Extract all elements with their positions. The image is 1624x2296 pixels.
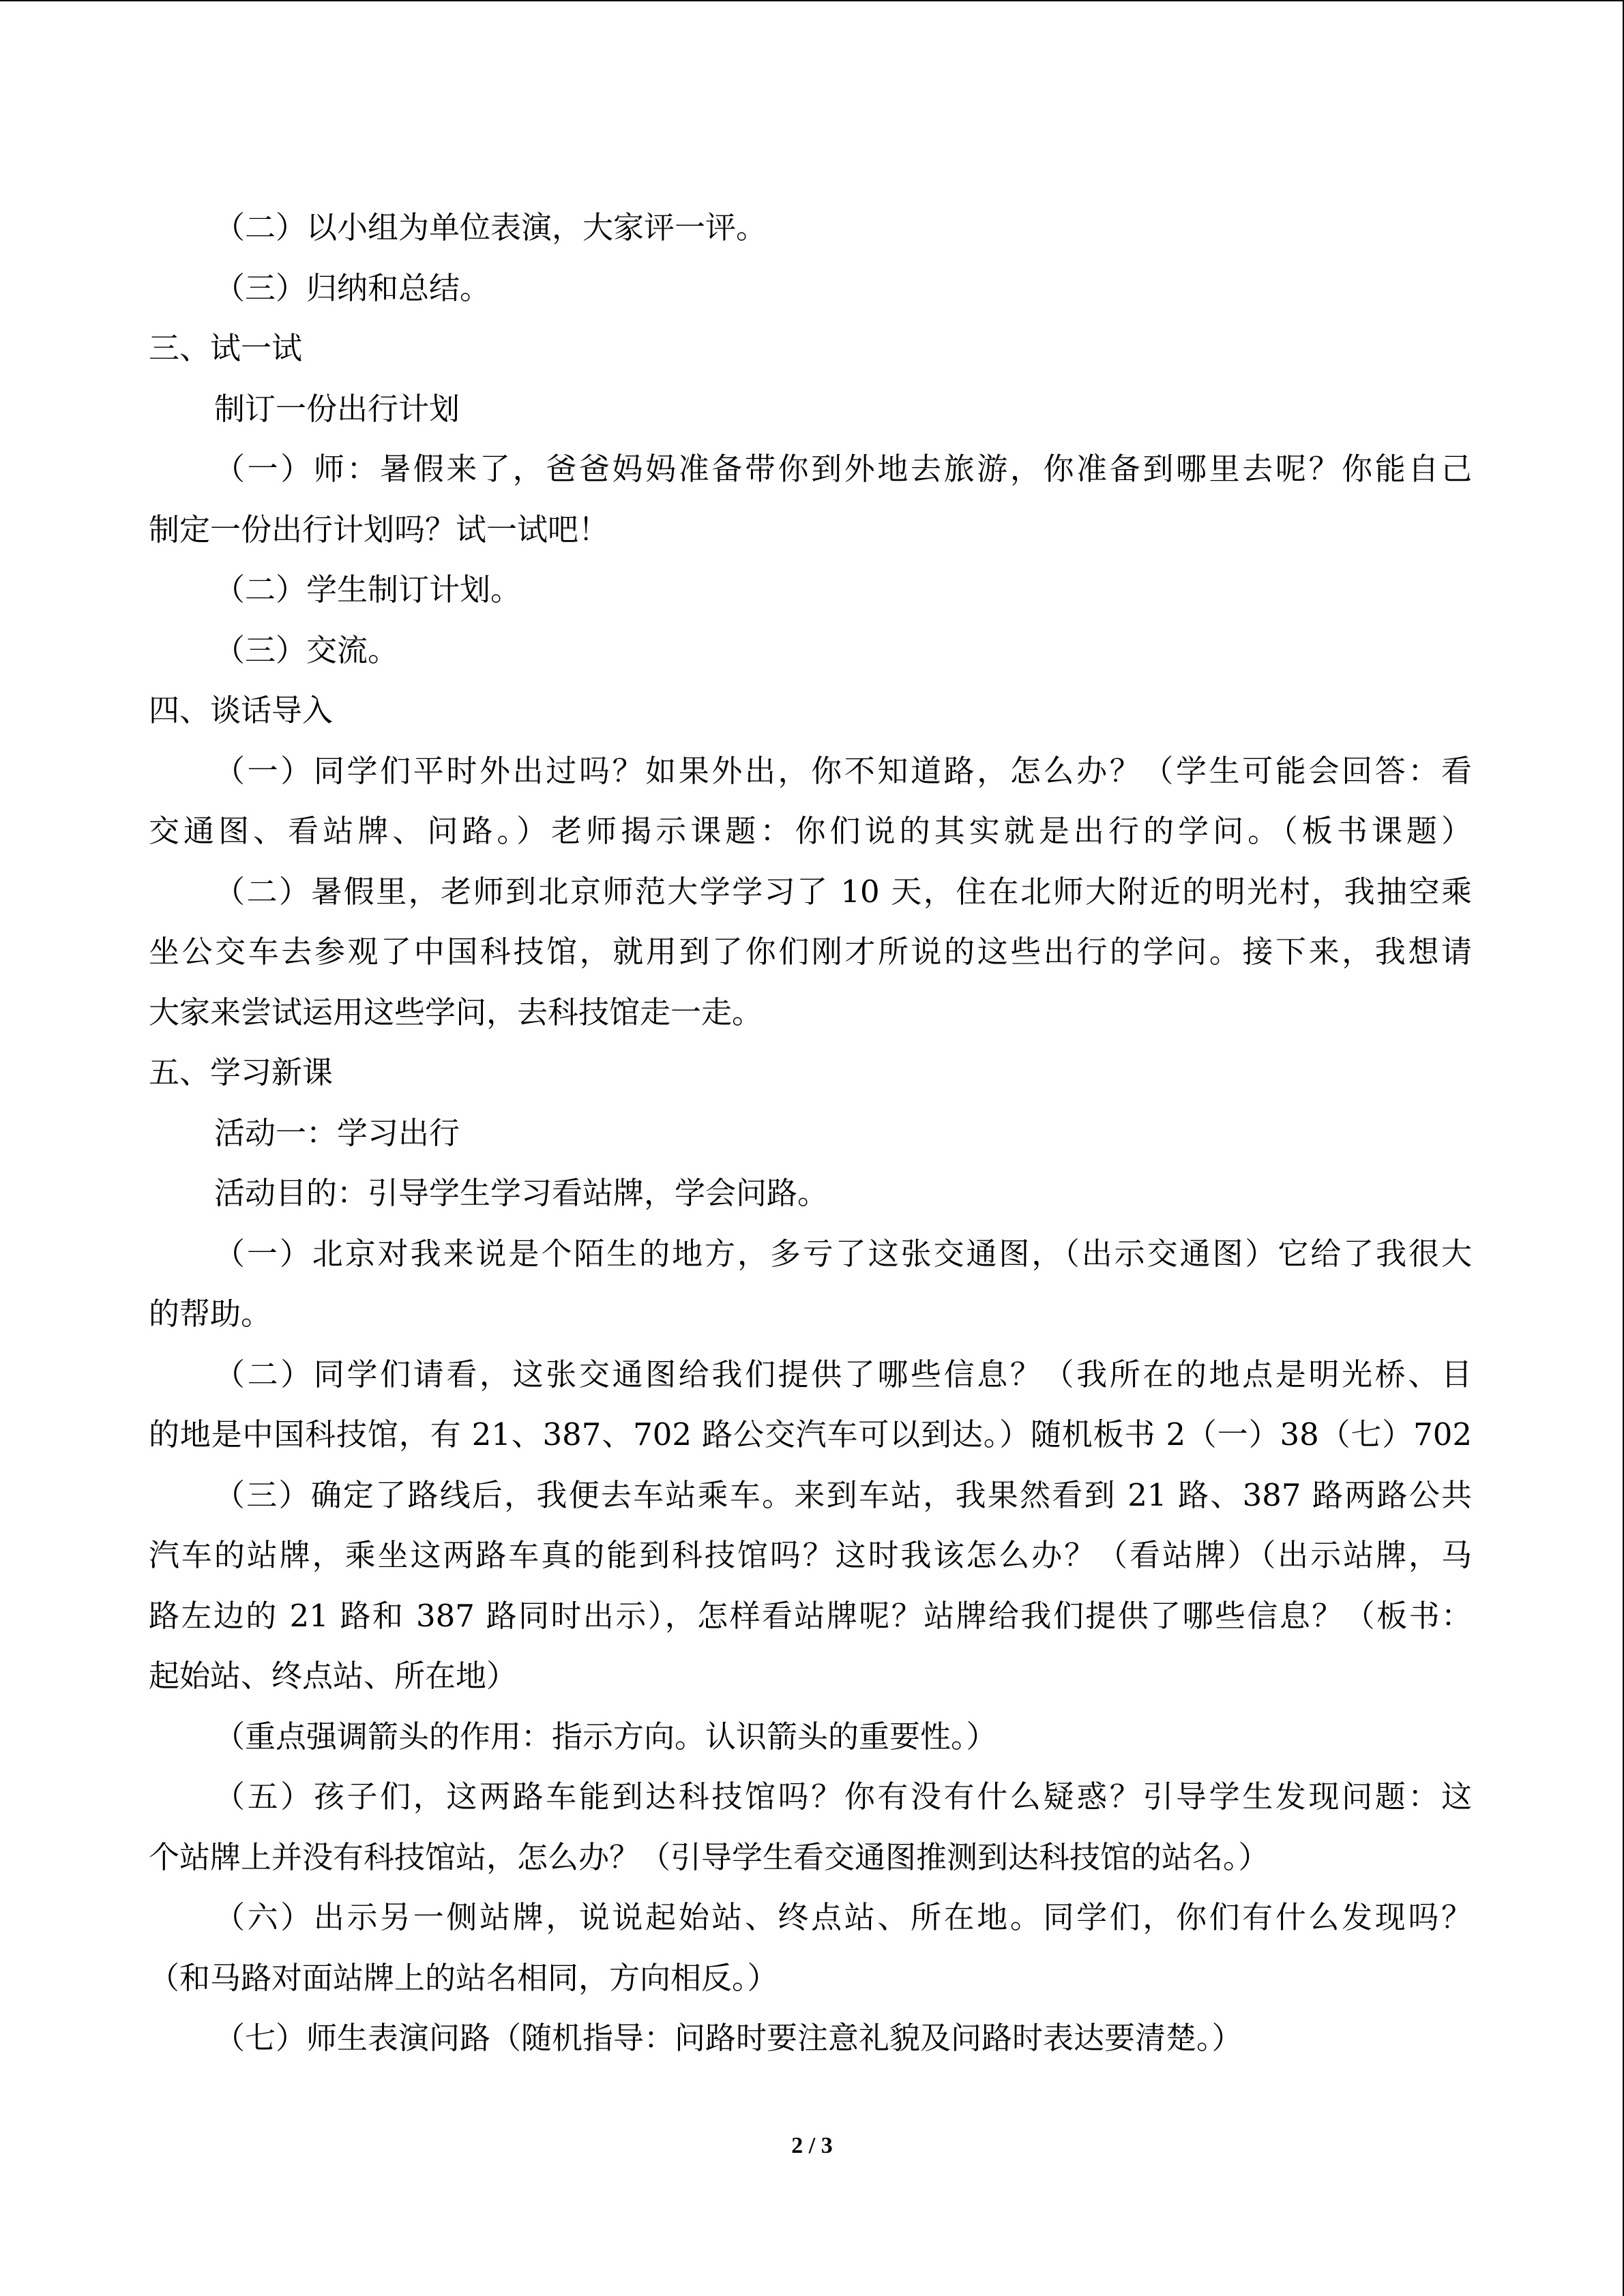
paragraph-line: （和马路对面站牌上的站名相同，方向相反。） [149,1959,778,1996]
paragraph-line: （二）暑假里，老师到北京师范大学学习了 10 天，住在北师大附近的明光村，我抽空乘 [214,873,1472,910]
page-number: 2 / 3 [791,2133,833,2158]
paragraph-line: （二）学生制订计划。 [214,571,522,608]
paragraph-line: 大家来尝试运用这些学问，去科技馆走一走。 [149,994,763,1030]
paragraph-line: 制订一份出行计划 [214,390,460,427]
paragraph-line: 的地是中国科技馆，有 21、387、702 路公交汽车可以到达。）随机板书 2（一）38（七）702 [149,1416,1472,1452]
paragraph-line: 活动目的：引导学生学习看站牌，学会问路。 [214,1175,829,1211]
paragraph-line: （六）出示另一侧站牌，说说起始站、终点站、所在地。同学们，你们有什么发现吗？ [214,1899,1472,1935]
document-body [149,198,1472,2069]
paragraph-line: 的帮助。 [149,1296,272,1332]
paragraph-line: （一）师：暑假来了，爸爸妈妈准备带你到外地去旅游，你准备到哪里去呢？你能自己 [214,451,1472,487]
paragraph-line: 起始站、终点站、所在地） [149,1658,518,1694]
paragraph-line: （一）同学们平时外出过吗？如果外出，你不知道路，怎么办？（学生可能会回答：看 [214,752,1472,789]
paragraph-line: （二）以小组为单位表演，大家评一评。 [214,209,767,245]
paragraph-line: 个站牌上并没有科技馆站，怎么办？（引导学生看交通图推测到达科技馆的站名。） [149,1838,1269,1875]
section-heading: 四、谈话导入 [149,692,334,728]
paragraph-line: 制定一份出行计划吗？试一试吧！ [149,511,610,548]
paragraph-line: 活动一：学习出行 [214,1114,460,1151]
paragraph-line: 交通图、看站牌、问路。）老师揭示课题：你们说的其实就是出行的学问。（板书课题） [149,813,1472,849]
paragraph-line: （三）确定了路线后，我便去车站乘车。来到车站，我果然看到 21 路、387 路两路公共 [214,1476,1472,1513]
paragraph-line: 汽车的站牌，乘坐这两路车真的能到科技馆吗？这时我该怎么办？（看站牌）（出示站牌，马 [149,1537,1472,1573]
paragraph-line: （三）交流。 [214,631,399,668]
paragraph-line: （重点强调箭头的作用：指示方向。认识箭头的重要性。） [214,1718,997,1755]
paragraph-line: （三）归纳和总结。 [214,269,491,306]
paragraph-line: （一）北京对我来说是个陌生的地方，多亏了这张交通图，（出示交通图）它给了我很大 [214,1235,1472,1272]
section-heading: 三、试一试 [149,330,303,366]
paragraph-line: 路左边的 21 路和 387 路同时出示），怎样看站牌呢？站牌给我们提供了哪些信息？（板书： [149,1597,1472,1634]
section-heading: 五、学习新课 [149,1054,334,1090]
paragraph-line: （七）师生表演问路（随机指导：问路时要注意礼貌及问路时表达要清楚。） [214,2020,1243,2056]
paragraph-line: （二）同学们请看，这张交通图给我们提供了哪些信息？（我所在的地点是明光桥、目 [214,1356,1472,1392]
paragraph-line: 坐公交车去参观了中国科技馆，就用到了你们刚才所说的这些出行的学问。接下来，我想请 [149,934,1472,970]
paragraph-line: （五）孩子们，这两路车能到达科技馆吗？你有没有什么疑惑？引导学生发现问题：这 [214,1778,1472,1815]
